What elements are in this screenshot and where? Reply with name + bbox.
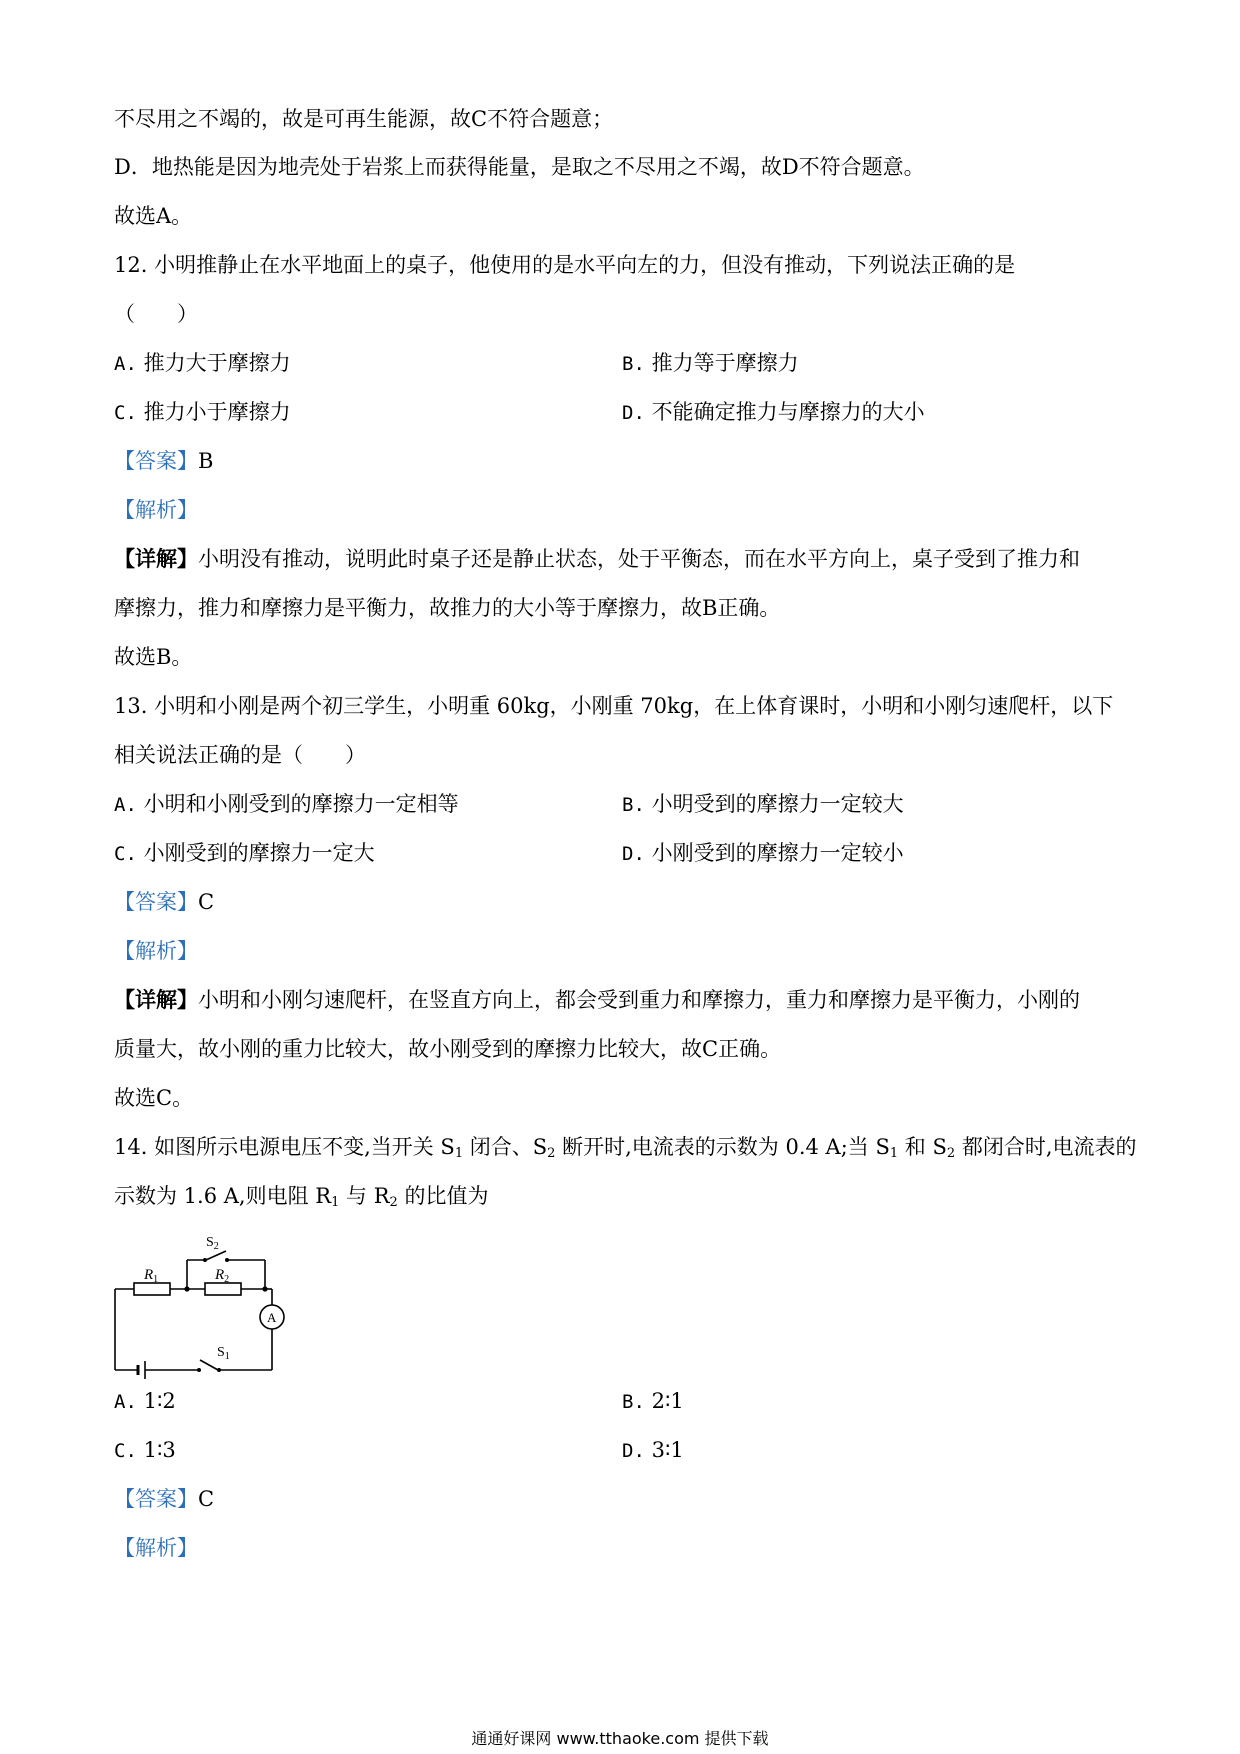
- q13-option-d: [622, 838, 904, 869]
- q12-option-b: [622, 348, 799, 379]
- q14-option-d: [622, 1435, 684, 1466]
- answer-tag: 【答案】: [114, 1487, 198, 1511]
- q13-answer: [114, 887, 1134, 917]
- stem-part: 示数为 1.6 A,则电阻 R: [114, 1184, 332, 1208]
- detail-tag: 【详解】: [114, 546, 198, 571]
- option-letter: A.: [114, 794, 137, 816]
- switch-s1-contact: [197, 1368, 201, 1372]
- switch-s2-contact: [203, 1258, 207, 1262]
- q12-analysis: [114, 495, 1134, 525]
- q14-answer: [114, 1484, 1134, 1514]
- detail-text: 小明没有推动，说明此时桌子还是静止状态，处于平衡态，而在水平方向上，桌子受到了推力和: [198, 547, 1080, 571]
- q12-conclusion: 故选B。: [114, 645, 193, 669]
- option-text: 推力小于摩擦力: [143, 400, 291, 424]
- analysis-tag: 【解析】: [114, 939, 198, 963]
- junction-dot: [262, 1286, 267, 1291]
- option-text: 1∶2: [143, 1389, 176, 1413]
- subscript: 2: [946, 1146, 956, 1161]
- q13-option-c: [114, 838, 375, 869]
- stem-part: 都闭合时,电流表的: [955, 1135, 1137, 1159]
- option-letter: C.: [114, 402, 137, 424]
- option-text: 不能确定推力与摩擦力的大小: [651, 400, 925, 424]
- q13-stem-cont: 相关说法正确的是（ ）: [114, 743, 366, 767]
- analysis-tag: 【解析】: [114, 1536, 198, 1560]
- answer-value: B: [198, 449, 214, 473]
- q14-analysis: [114, 1533, 1134, 1563]
- q12-option-d: [622, 397, 925, 428]
- q13-conclusion: 故选C。: [114, 1086, 194, 1110]
- option-letter: D.: [622, 402, 645, 424]
- answer-tag: 【答案】: [114, 449, 198, 473]
- option-letter: B.: [622, 1391, 645, 1413]
- q12-option-a: [114, 348, 291, 379]
- option-letter: A.: [114, 1391, 137, 1413]
- option-text: 小明和小刚受到的摩擦力一定相等: [143, 792, 459, 816]
- text-line: 不尽用之不竭的，故是可再生能源，故C不符合题意；: [114, 107, 614, 131]
- subscript: 1: [889, 1146, 899, 1161]
- stem-part: 与 R: [339, 1184, 390, 1208]
- stem-part: 断开时,电流表的示数为 0.4 A;当 S: [555, 1135, 890, 1159]
- option-letter: B.: [622, 353, 645, 375]
- answer-value: C: [198, 890, 215, 914]
- switch-s2-contact: [225, 1258, 229, 1262]
- subscript: 1: [454, 1146, 464, 1161]
- q13-detail-cont: 质量大，故小刚的重力比较大，故小刚受到的摩擦力比较大，故C正确。: [114, 1037, 782, 1061]
- ammeter-label: A: [267, 1310, 277, 1325]
- r2-label: $R_2$: [215, 1267, 230, 1285]
- option-text: 小刚受到的摩擦力一定较小: [651, 841, 904, 865]
- subscript: 1: [331, 1195, 340, 1210]
- q13-detail: [114, 985, 1134, 1015]
- stem-part: 和 S: [898, 1135, 947, 1159]
- s1-label: $S_1$: [217, 1345, 230, 1362]
- option-text: 推力大于摩擦力: [143, 351, 291, 375]
- resistor-r2: [205, 1283, 241, 1295]
- option-letter: C.: [114, 1440, 137, 1462]
- option-letter: D.: [622, 843, 645, 865]
- stem-part: 闭合、S: [463, 1135, 548, 1159]
- subscript: 2: [389, 1195, 398, 1210]
- q14-option-a: [114, 1386, 176, 1417]
- option-text: 3∶1: [651, 1438, 684, 1462]
- switch-s2-blade: [206, 1251, 226, 1260]
- q14-stem: [114, 1132, 1137, 1169]
- q13-option-a: [114, 789, 459, 820]
- answer-value: C: [198, 1487, 215, 1511]
- resistor-r1: [134, 1283, 170, 1295]
- switch-s1-contact: [217, 1368, 221, 1372]
- page-footer: 通通好课网 www.tthaoke.com 提供下载: [471, 1729, 769, 1748]
- option-text: 1∶3: [143, 1438, 176, 1462]
- q14-stem-cont: [114, 1181, 1134, 1218]
- detail-text: 小明和小刚匀速爬杆，在竖直方向上，都会受到重力和摩擦力，重力和摩擦力是平衡力，小刚的: [198, 988, 1080, 1012]
- q13-analysis: [114, 936, 1134, 966]
- text-line: 故选A。: [114, 204, 193, 228]
- stem-part: 14. 如图所示电源电压不变,当开关 S: [114, 1135, 455, 1159]
- q14-option-b: [622, 1386, 684, 1417]
- subscript: 2: [547, 1146, 556, 1161]
- q12-answer: [114, 446, 1134, 476]
- circuit-diagram: [110, 1220, 310, 1380]
- q12-option-c: [114, 397, 291, 428]
- option-letter: C.: [114, 843, 137, 865]
- option-letter: A.: [114, 353, 137, 375]
- stem-part: 的比值为: [397, 1184, 489, 1208]
- r1-label: $R_1$: [144, 1267, 159, 1285]
- q13-option-b: [622, 789, 904, 820]
- q12-stem: 12. 小明推静止在水平地面上的桌子，他使用的是水平向左的力，但没有推动，下列说法正确的是: [114, 253, 1016, 277]
- option-letter: B.: [622, 794, 645, 816]
- q12-detail-cont: 摩擦力，推力和摩擦力是平衡力，故推力的大小等于摩擦力，故B正确。: [114, 596, 781, 620]
- s2-label: $S_2$: [206, 1235, 219, 1252]
- q12-stem-blank: （ ）: [114, 302, 198, 326]
- q14-option-c: [114, 1435, 176, 1466]
- q12-detail: [114, 544, 1134, 574]
- answer-tag: 【答案】: [114, 890, 198, 914]
- q13-stem: 13. 小明和小刚是两个初三学生，小明重 60kg，小刚重 70kg，在上体育课时，小明和小刚匀速爬杆，以下: [114, 694, 1114, 718]
- junction-dot: [184, 1286, 189, 1291]
- option-text: 小刚受到的摩擦力一定大: [143, 841, 375, 865]
- option-text: 2∶1: [651, 1389, 684, 1413]
- option-text: 推力等于摩擦力: [651, 351, 799, 375]
- text-line: D．地热能是因为地壳处于岩浆上而获得能量，是取之不尽用之不竭，故D不符合题意。: [114, 155, 925, 179]
- detail-tag: 【详解】: [114, 987, 198, 1012]
- option-letter: D.: [622, 1440, 645, 1462]
- analysis-tag: 【解析】: [114, 498, 198, 522]
- switch-s1-blade: [200, 1360, 218, 1370]
- option-text: 小明受到的摩擦力一定较大: [651, 792, 904, 816]
